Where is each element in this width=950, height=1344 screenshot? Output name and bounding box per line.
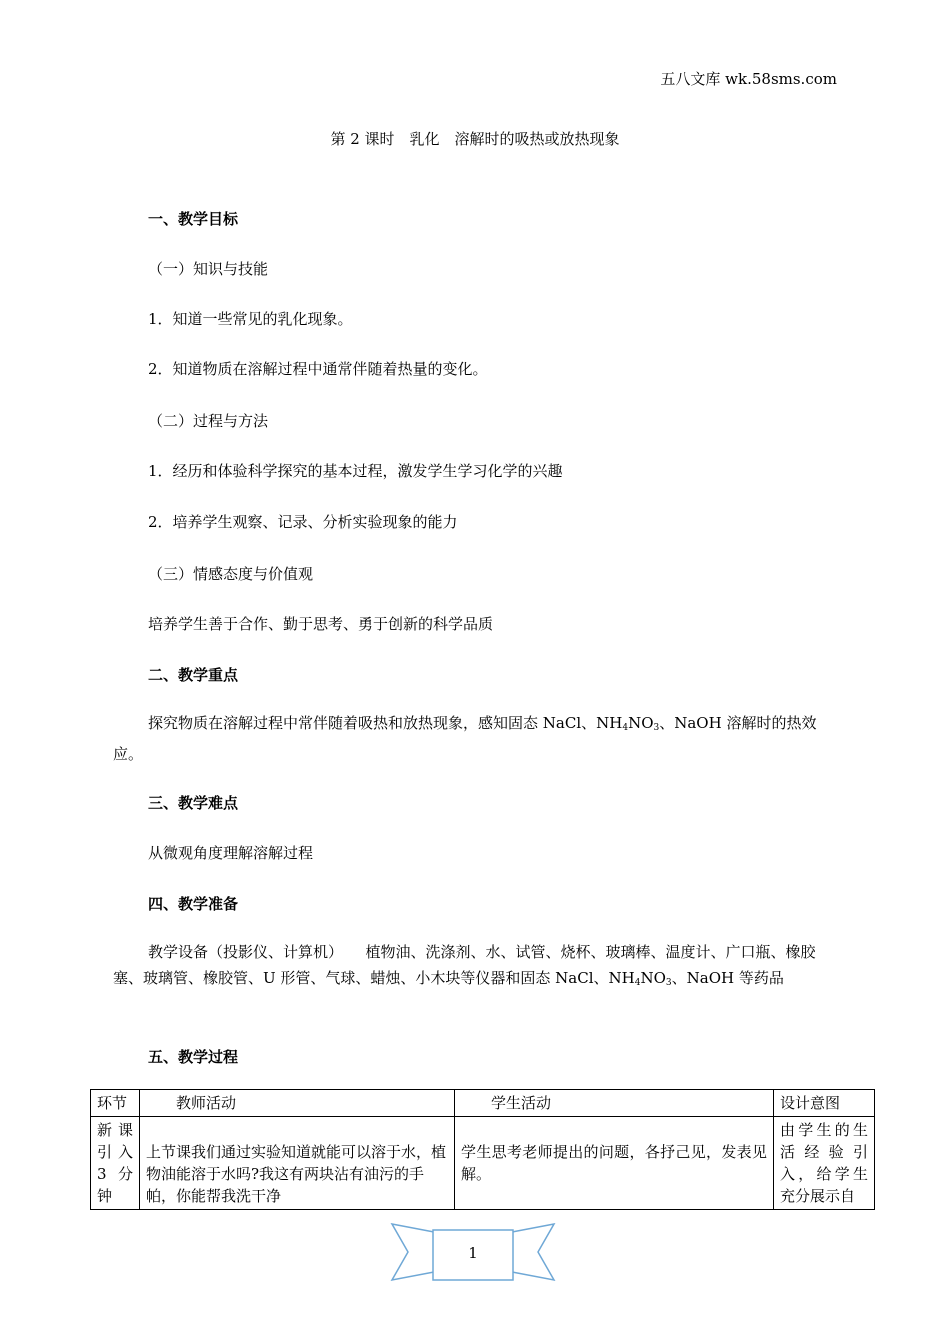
- subheading-attitude: （三）情感态度与价值观: [148, 565, 314, 583]
- site-header: 五八文库 wk.58sms.com: [660, 70, 837, 88]
- subheading-knowledge: （一）知识与技能: [148, 260, 269, 278]
- preparation-text: 教学设备（投影仪、计算机） 植物油、洗涤剂、水、试管、烧杯、玻璃棒、温度计、广口瓶、橡胶塞、玻璃管、橡胶管、U 形管、气球、蜡烛、小木块等仪器和固态 NaCl、$NH_4NO_3$、NaOH 等药品: [113, 943, 816, 988]
- goal-item: 1．经历和体验科学探究的基本过程，激发学生学习化学的兴趣: [148, 462, 563, 480]
- difficulties-text: 从微观角度理解溶解过程: [148, 844, 314, 862]
- page-number-banner: [390, 1222, 556, 1284]
- section-heading-process: 五、教学过程: [148, 1048, 239, 1066]
- table-header-row: [91, 1090, 875, 1117]
- key-points-text: 探究物质在溶解过程中常伴随着吸热和放热现象，感知固态 NaCl、$NH_4NO_3$、NaOH 溶解时的热效应。: [113, 714, 817, 763]
- page-title: 第 2 课时 乳化 溶解时的吸热或放热现象: [330, 130, 620, 148]
- cell-teacher: 上节课我们通过实验知道就能可以溶于水，植物油能溶于水吗?我这有两块沾有油污的手帕，你能帮我洗干净: [140, 1117, 455, 1210]
- header-cell-stage: 环节: [91, 1090, 140, 1117]
- goal-item: 2．培养学生观察、记录、分析实验现象的能力: [148, 513, 458, 531]
- teaching-process-table: [90, 1089, 875, 1210]
- cell-stage: 新课引入 3 分钟: [91, 1117, 140, 1210]
- section-heading-preparation: 四、教学准备: [148, 895, 239, 913]
- cell-student: 学生思考老师提出的问题，各抒己见，发表见解。: [455, 1117, 774, 1210]
- table-row: [91, 1117, 875, 1210]
- header-cell-teacher: 教师活动: [140, 1090, 455, 1117]
- section-heading-goals: 一、教学目标: [148, 210, 239, 228]
- goal-item: 1．知道一些常见的乳化现象。: [148, 310, 353, 328]
- goal-text: 培养学生善于合作、勤于思考、勇于创新的科学品质: [148, 615, 494, 633]
- cell-intent: 由学生的生活经验引入，给学生充分展示自: [774, 1117, 875, 1210]
- header-cell-student: 学生活动: [455, 1090, 774, 1117]
- section-heading-difficulties: 三、教学难点: [148, 794, 239, 812]
- subheading-process: （二）过程与方法: [148, 412, 269, 430]
- header-cell-intent: 设计意图: [774, 1090, 875, 1117]
- page-number: 1: [468, 1244, 478, 1262]
- section-heading-key-points: 二、教学重点: [148, 666, 239, 684]
- goal-item: 2．知道物质在溶解过程中通常伴随着热量的变化。: [148, 360, 488, 378]
